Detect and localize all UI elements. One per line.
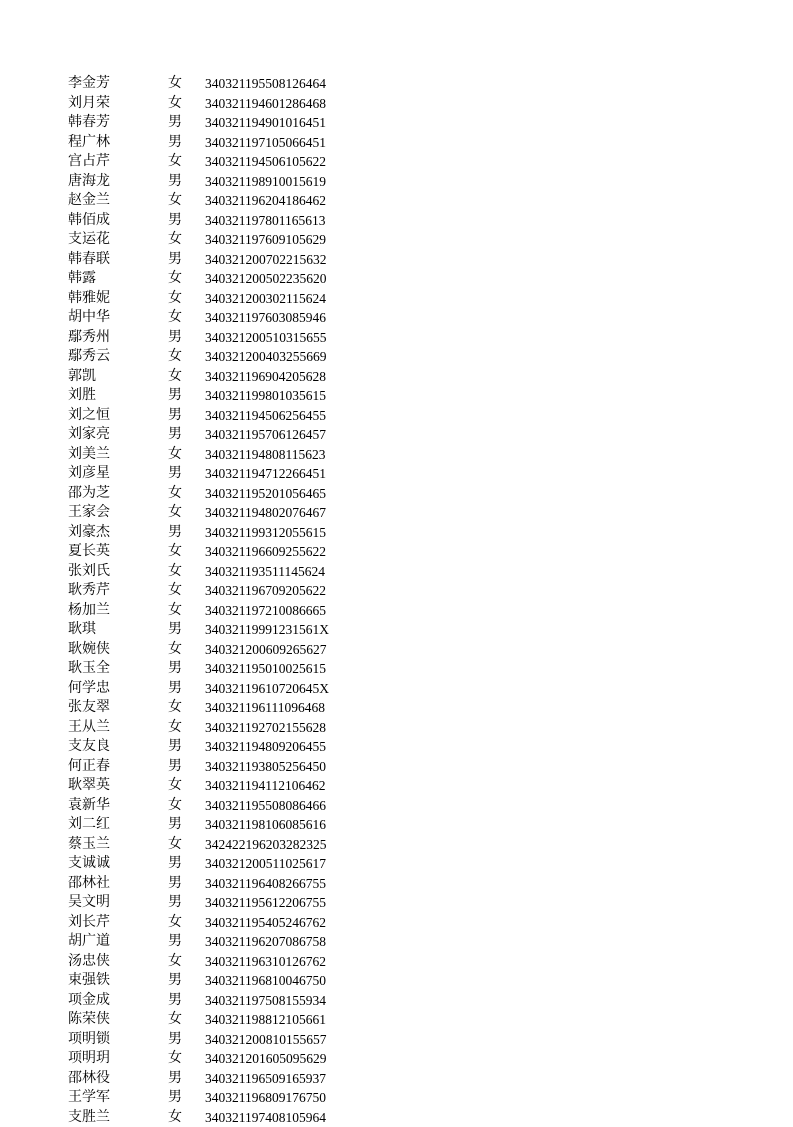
gender-cell: 男 bbox=[168, 757, 182, 777]
gender-cell: 男 bbox=[168, 737, 182, 757]
id-number-cell: 340321200502235620 bbox=[205, 269, 327, 289]
id-number-cell: 340321195508126464 bbox=[205, 74, 326, 94]
table-row bbox=[68, 991, 368, 1011]
name-cell: 何正春 bbox=[68, 757, 110, 777]
table-row bbox=[68, 406, 368, 426]
table-row bbox=[68, 737, 368, 757]
gender-cell: 女 bbox=[168, 698, 182, 718]
id-number-cell: 340321194506105622 bbox=[205, 152, 326, 172]
id-number-cell: 340321194112106462 bbox=[205, 776, 326, 796]
name-cell: 刘胜 bbox=[68, 386, 96, 406]
gender-cell: 女 bbox=[168, 347, 182, 367]
gender-cell: 男 bbox=[168, 211, 182, 231]
name-cell: 王家会 bbox=[68, 503, 110, 523]
name-cell: 胡广道 bbox=[68, 932, 110, 952]
id-number-cell: 340321198910015619 bbox=[205, 172, 326, 192]
id-number-cell: 340321200609265627 bbox=[205, 640, 327, 660]
name-cell: 支胜兰 bbox=[68, 1108, 110, 1127]
id-number-cell: 340321194506256455 bbox=[205, 406, 326, 426]
id-number-cell: 340321196709205622 bbox=[205, 581, 326, 601]
name-cell: 何学忠 bbox=[68, 679, 110, 699]
gender-cell: 女 bbox=[168, 1010, 182, 1030]
gender-cell: 男 bbox=[168, 659, 182, 679]
gender-cell: 女 bbox=[168, 74, 182, 94]
id-number-cell: 34032119991231561X bbox=[205, 620, 329, 640]
name-cell: 刘长芹 bbox=[68, 913, 110, 933]
name-cell: 刘之恒 bbox=[68, 406, 110, 426]
table-row bbox=[68, 581, 368, 601]
name-cell: 项明锁 bbox=[68, 1030, 110, 1050]
id-number-cell: 340321197408105964 bbox=[205, 1108, 326, 1127]
gender-cell: 男 bbox=[168, 523, 182, 543]
name-cell: 邵为芝 bbox=[68, 484, 110, 504]
gender-cell: 男 bbox=[168, 113, 182, 133]
gender-cell: 女 bbox=[168, 562, 182, 582]
id-number-cell: 342422196203282325 bbox=[205, 835, 327, 855]
id-number-cell: 340321196408266755 bbox=[205, 874, 326, 894]
name-cell: 刘二红 bbox=[68, 815, 110, 835]
name-cell: 韩露 bbox=[68, 269, 96, 289]
id-number-cell: 340321194809206455 bbox=[205, 737, 326, 757]
table-row bbox=[68, 484, 368, 504]
gender-cell: 男 bbox=[168, 1069, 182, 1089]
gender-cell: 男 bbox=[168, 679, 182, 699]
gender-cell: 女 bbox=[168, 581, 182, 601]
id-number-cell: 340321200403255669 bbox=[205, 347, 327, 367]
name-cell: 耿秀芹 bbox=[68, 581, 110, 601]
name-cell: 郭凯 bbox=[68, 367, 96, 387]
name-cell: 王从兰 bbox=[68, 718, 110, 738]
gender-cell: 男 bbox=[168, 991, 182, 1011]
table-row bbox=[68, 659, 368, 679]
id-number-cell: 340321193511145624 bbox=[205, 562, 325, 582]
gender-cell: 男 bbox=[168, 815, 182, 835]
table-row bbox=[68, 601, 368, 621]
name-cell: 鄢秀州 bbox=[68, 328, 110, 348]
gender-cell: 女 bbox=[168, 308, 182, 328]
id-number-cell: 340321193805256450 bbox=[205, 757, 326, 777]
gender-cell: 男 bbox=[168, 406, 182, 426]
table-row bbox=[68, 425, 368, 445]
gender-cell: 女 bbox=[168, 913, 182, 933]
gender-cell: 男 bbox=[168, 172, 182, 192]
name-cell: 王学军 bbox=[68, 1088, 110, 1108]
gender-cell: 女 bbox=[168, 776, 182, 796]
table-row bbox=[68, 1069, 368, 1089]
table-row bbox=[68, 328, 368, 348]
id-number-cell: 340321196207086758 bbox=[205, 932, 326, 952]
id-number-cell: 340321194802076467 bbox=[205, 503, 326, 523]
id-number-cell: 340321198106085616 bbox=[205, 815, 326, 835]
table-row bbox=[68, 523, 368, 543]
id-number-cell: 340321194601286468 bbox=[205, 94, 326, 114]
table-row bbox=[68, 854, 368, 874]
table-row bbox=[68, 113, 368, 133]
person-list bbox=[68, 74, 368, 1127]
id-number-cell: 340321196111096468 bbox=[205, 698, 325, 718]
table-row bbox=[68, 776, 368, 796]
name-cell: 张友翠 bbox=[68, 698, 110, 718]
table-row bbox=[68, 874, 368, 894]
id-number-cell: 340321192702155628 bbox=[205, 718, 326, 738]
gender-cell: 女 bbox=[168, 718, 182, 738]
table-row bbox=[68, 445, 368, 465]
name-cell: 耿琪 bbox=[68, 620, 96, 640]
name-cell: 邵林社 bbox=[68, 874, 110, 894]
gender-cell: 女 bbox=[168, 445, 182, 465]
name-cell: 刘彦星 bbox=[68, 464, 110, 484]
id-number-cell: 340321197801165613 bbox=[205, 211, 326, 231]
name-cell: 韩春芳 bbox=[68, 113, 110, 133]
gender-cell: 男 bbox=[168, 1088, 182, 1108]
id-number-cell: 340321195201056465 bbox=[205, 484, 326, 504]
table-row bbox=[68, 913, 368, 933]
table-row bbox=[68, 289, 368, 309]
id-number-cell: 340321198812105661 bbox=[205, 1010, 326, 1030]
name-cell: 杨加兰 bbox=[68, 601, 110, 621]
name-cell: 刘月荣 bbox=[68, 94, 110, 114]
table-row bbox=[68, 1049, 368, 1069]
table-row bbox=[68, 932, 368, 952]
gender-cell: 男 bbox=[168, 250, 182, 270]
name-cell: 胡中华 bbox=[68, 308, 110, 328]
gender-cell: 女 bbox=[168, 640, 182, 660]
table-row bbox=[68, 308, 368, 328]
gender-cell: 女 bbox=[168, 503, 182, 523]
id-number-cell: 340321199801035615 bbox=[205, 386, 326, 406]
table-row bbox=[68, 893, 368, 913]
table-row bbox=[68, 1088, 368, 1108]
name-cell: 蔡玉兰 bbox=[68, 835, 110, 855]
table-row bbox=[68, 1108, 368, 1127]
gender-cell: 女 bbox=[168, 230, 182, 250]
table-row bbox=[68, 191, 368, 211]
name-cell: 夏长英 bbox=[68, 542, 110, 562]
id-number-cell: 340321200511025617 bbox=[205, 854, 326, 874]
name-cell: 项金成 bbox=[68, 991, 110, 1011]
id-number-cell: 340321200810155657 bbox=[205, 1030, 327, 1050]
table-row bbox=[68, 269, 368, 289]
gender-cell: 男 bbox=[168, 464, 182, 484]
id-number-cell: 340321200702215632 bbox=[205, 250, 327, 270]
gender-cell: 女 bbox=[168, 1049, 182, 1069]
id-number-cell: 340321196204186462 bbox=[205, 191, 326, 211]
gender-cell: 男 bbox=[168, 425, 182, 445]
id-number-cell: 340321196509165937 bbox=[205, 1069, 326, 1089]
name-cell: 邵林役 bbox=[68, 1069, 110, 1089]
id-number-cell: 340321196310126762 bbox=[205, 952, 326, 972]
table-row bbox=[68, 367, 368, 387]
gender-cell: 男 bbox=[168, 328, 182, 348]
name-cell: 鄢秀云 bbox=[68, 347, 110, 367]
table-row bbox=[68, 796, 368, 816]
table-row bbox=[68, 952, 368, 972]
gender-cell: 男 bbox=[168, 854, 182, 874]
id-number-cell: 34032119610720645X bbox=[205, 679, 329, 699]
name-cell: 韩春联 bbox=[68, 250, 110, 270]
table-row bbox=[68, 503, 368, 523]
id-number-cell: 340321196904205628 bbox=[205, 367, 326, 387]
gender-cell: 女 bbox=[168, 94, 182, 114]
table-row bbox=[68, 386, 368, 406]
table-row bbox=[68, 94, 368, 114]
gender-cell: 男 bbox=[168, 874, 182, 894]
name-cell: 宫占芹 bbox=[68, 152, 110, 172]
name-cell: 袁新华 bbox=[68, 796, 110, 816]
name-cell: 项明玥 bbox=[68, 1049, 110, 1069]
id-number-cell: 340321197210086665 bbox=[205, 601, 326, 621]
gender-cell: 男 bbox=[168, 386, 182, 406]
id-number-cell: 340321199312055615 bbox=[205, 523, 326, 543]
table-row bbox=[68, 1030, 368, 1050]
name-cell: 耿玉全 bbox=[68, 659, 110, 679]
id-number-cell: 340321195612206755 bbox=[205, 893, 326, 913]
table-row bbox=[68, 152, 368, 172]
table-row bbox=[68, 1010, 368, 1030]
table-row bbox=[68, 679, 368, 699]
name-cell: 汤忠侠 bbox=[68, 952, 110, 972]
id-number-cell: 340321196609255622 bbox=[205, 542, 326, 562]
name-cell: 李金芳 bbox=[68, 74, 110, 94]
id-number-cell: 340321194901016451 bbox=[205, 113, 326, 133]
table-row bbox=[68, 133, 368, 153]
table-row bbox=[68, 74, 368, 94]
gender-cell: 女 bbox=[168, 1108, 182, 1127]
id-number-cell: 340321200302115624 bbox=[205, 289, 326, 309]
table-row bbox=[68, 757, 368, 777]
gender-cell: 女 bbox=[168, 952, 182, 972]
name-cell: 张刘氏 bbox=[68, 562, 110, 582]
id-number-cell: 340321197603085946 bbox=[205, 308, 326, 328]
gender-cell: 男 bbox=[168, 1030, 182, 1050]
gender-cell: 女 bbox=[168, 835, 182, 855]
id-number-cell: 340321197508155934 bbox=[205, 991, 326, 1011]
name-cell: 吴文明 bbox=[68, 893, 110, 913]
gender-cell: 男 bbox=[168, 932, 182, 952]
gender-cell: 女 bbox=[168, 484, 182, 504]
table-row bbox=[68, 698, 368, 718]
table-row bbox=[68, 347, 368, 367]
table-row bbox=[68, 718, 368, 738]
name-cell: 刘豪杰 bbox=[68, 523, 110, 543]
table-row bbox=[68, 815, 368, 835]
gender-cell: 女 bbox=[168, 152, 182, 172]
name-cell: 程广林 bbox=[68, 133, 110, 153]
table-row bbox=[68, 562, 368, 582]
gender-cell: 女 bbox=[168, 367, 182, 387]
id-number-cell: 340321195508086466 bbox=[205, 796, 326, 816]
id-number-cell: 340321200510315655 bbox=[205, 328, 327, 348]
name-cell: 唐海龙 bbox=[68, 172, 110, 192]
name-cell: 耿翠英 bbox=[68, 776, 110, 796]
name-cell: 韩佰成 bbox=[68, 211, 110, 231]
id-number-cell: 340321195010025615 bbox=[205, 659, 326, 679]
name-cell: 陈荣侠 bbox=[68, 1010, 110, 1030]
gender-cell: 女 bbox=[168, 542, 182, 562]
name-cell: 支友良 bbox=[68, 737, 110, 757]
name-cell: 刘美兰 bbox=[68, 445, 110, 465]
id-number-cell: 340321197105066451 bbox=[205, 133, 326, 153]
table-row bbox=[68, 835, 368, 855]
id-number-cell: 340321196809176750 bbox=[205, 1088, 326, 1108]
id-number-cell: 340321196810046750 bbox=[205, 971, 326, 991]
gender-cell: 女 bbox=[168, 796, 182, 816]
id-number-cell: 340321201605095629 bbox=[205, 1049, 327, 1069]
table-row bbox=[68, 640, 368, 660]
table-row bbox=[68, 211, 368, 231]
gender-cell: 女 bbox=[168, 601, 182, 621]
name-cell: 韩雅妮 bbox=[68, 289, 110, 309]
id-number-cell: 340321195405246762 bbox=[205, 913, 326, 933]
gender-cell: 男 bbox=[168, 893, 182, 913]
gender-cell: 男 bbox=[168, 620, 182, 640]
table-row bbox=[68, 542, 368, 562]
gender-cell: 女 bbox=[168, 289, 182, 309]
gender-cell: 女 bbox=[168, 269, 182, 289]
table-row bbox=[68, 172, 368, 192]
table-row bbox=[68, 464, 368, 484]
table-row bbox=[68, 250, 368, 270]
name-cell: 束强铁 bbox=[68, 971, 110, 991]
name-cell: 支诚诚 bbox=[68, 854, 110, 874]
table-row bbox=[68, 620, 368, 640]
id-number-cell: 340321194712266451 bbox=[205, 464, 326, 484]
name-cell: 刘家亮 bbox=[68, 425, 110, 445]
gender-cell: 女 bbox=[168, 191, 182, 211]
table-row bbox=[68, 230, 368, 250]
gender-cell: 男 bbox=[168, 133, 182, 153]
name-cell: 赵金兰 bbox=[68, 191, 110, 211]
id-number-cell: 340321197609105629 bbox=[205, 230, 326, 250]
name-cell: 耿婉侠 bbox=[68, 640, 110, 660]
id-number-cell: 340321195706126457 bbox=[205, 425, 326, 445]
gender-cell: 男 bbox=[168, 971, 182, 991]
id-number-cell: 340321194808115623 bbox=[205, 445, 326, 465]
table-row bbox=[68, 971, 368, 991]
name-cell: 支运花 bbox=[68, 230, 110, 250]
